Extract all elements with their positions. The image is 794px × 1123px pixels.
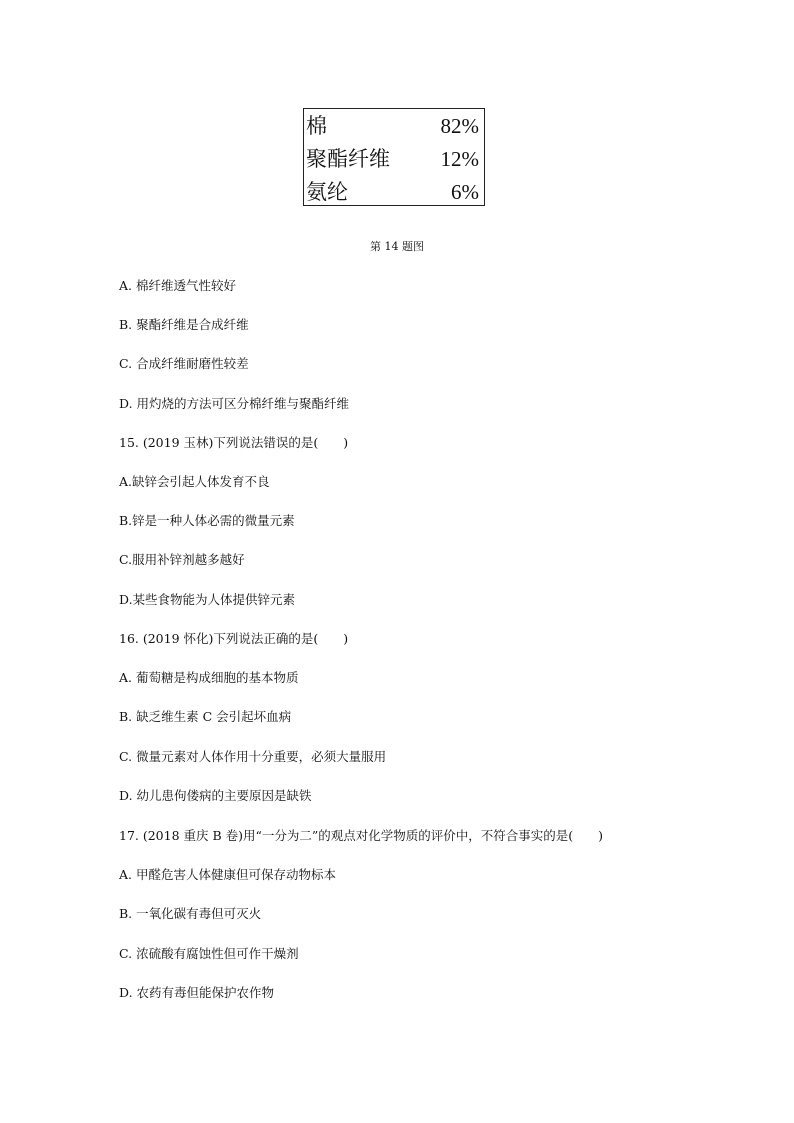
q17-stem: 17. (2018 重庆 B 卷)用“一分为二”的观点对化学物质的评价中，不符合事实的是( ) [119,828,604,843]
q17-option-a: A. 甲醛危害人体健康但可保存动物标本 [119,867,336,882]
q15-option-b: B.锌是一种人体必需的微量元素 [119,513,295,528]
label-row-name: 棉 [306,114,327,138]
q16-option-d: D. 幼儿患佝偻病的主要原因是缺铁 [119,788,312,803]
q14-option-d: D. 用灼烧的方法可区分棉纤维与聚酯纤维 [119,396,350,411]
figure-caption: 第 14 题图 [370,240,424,253]
q14-option-b: B. 聚酯纤维是合成纤维 [119,317,249,332]
label-row-spandex [304,176,484,208]
q16-stem: 16. (2019 怀化)下列说法正确的是( ) [119,631,349,646]
label-row-polyester [304,143,484,175]
label-row-cotton [304,110,484,142]
q15-option-c: C.服用补锌剂越多越好 [119,552,245,567]
q15-option-d: D.某些食物能为人体提供锌元素 [119,592,296,607]
fabric-composition-label [303,108,485,206]
label-row-name: 聚酯纤维 [306,147,390,171]
label-row-name: 氨纶 [306,180,348,204]
q15-option-a: A.缺锌会引起人体发育不良 [119,474,270,489]
q15-stem: 15. (2019 玉林)下列说法错误的是( ) [119,435,349,450]
q17-option-b: B. 一氧化碳有毒但可灭火 [119,906,262,921]
label-row-percent: 82% [440,114,479,138]
label-row-percent: 6% [451,180,479,204]
q16-option-c: C. 微量元素对人体作用十分重要，必须大量服用 [119,749,387,764]
q17-option-c: C. 浓硫酸有腐蚀性但可作干燥剂 [119,946,299,961]
q14-option-a: A. 棉纤维透气性较好 [119,278,236,293]
q16-option-b: B. 缺乏维生素 C 会引起坏血病 [119,709,292,724]
q16-option-a: A. 葡萄糖是构成细胞的基本物质 [119,670,299,685]
q17-option-d: D. 农药有毒但能保护农作物 [119,985,275,1000]
q14-option-c: C. 合成纤维耐磨性较差 [119,356,249,371]
label-row-percent: 12% [440,147,479,171]
